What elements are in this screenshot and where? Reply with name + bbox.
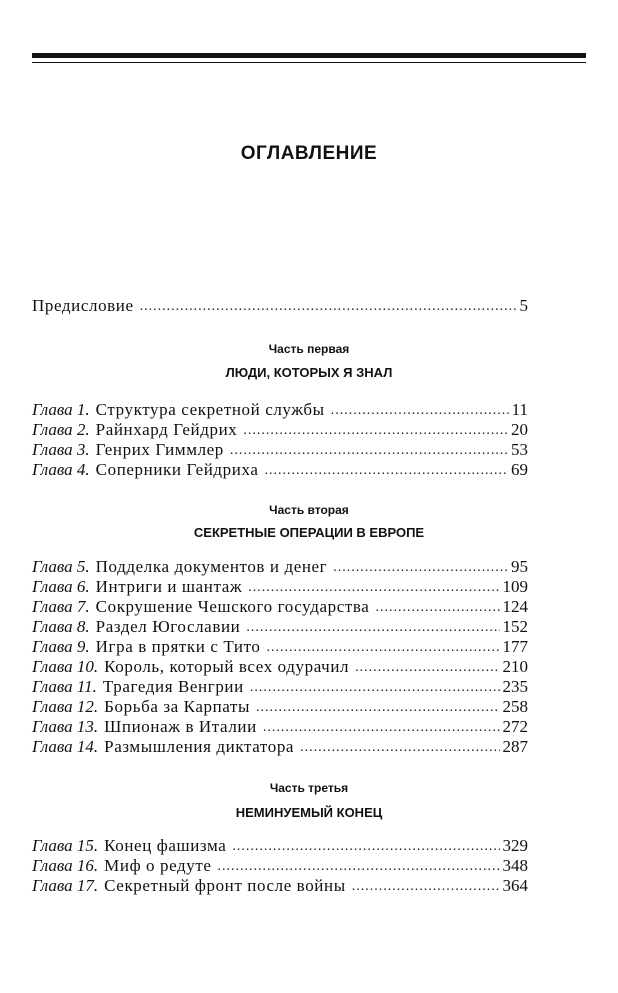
page-number: 152	[502, 617, 528, 636]
toc-entry-chapter	[32, 617, 528, 637]
page-number: 235	[502, 677, 528, 696]
chapter-label: Глава 3.	[32, 440, 90, 459]
dot-leader	[267, 638, 500, 658]
entry-title: Предисловие	[32, 296, 134, 315]
dot-leader	[333, 558, 508, 578]
toc-entry-chapter	[32, 637, 528, 657]
page-number: 287	[502, 737, 528, 756]
chapter-label: Глава 5.	[32, 557, 90, 576]
dot-leader	[243, 421, 508, 441]
page-number: 124	[502, 597, 528, 616]
header-rule-thick	[32, 53, 586, 58]
page-title: ОГЛАВЛЕНИЕ	[240, 143, 378, 164]
chapter-title: Секретный фронт после войны	[104, 876, 346, 895]
page-number: 109	[502, 577, 528, 596]
page-number: 95	[511, 557, 528, 576]
part-label: Часть первая	[268, 342, 350, 356]
part-title: ЛЮДИ, КОТОРЫХ Я ЗНАЛ	[225, 365, 393, 380]
dot-leader	[232, 837, 499, 857]
part-title: НЕМИНУЕМЫЙ КОНЕЦ	[235, 805, 383, 820]
page-number: 20	[511, 420, 528, 439]
chapter-title: Трагедия Венгрии	[102, 677, 244, 696]
toc-entry-chapter	[32, 697, 528, 717]
page-number: 258	[502, 697, 528, 716]
toc-entry-chapter	[32, 737, 528, 757]
page-number: 53	[511, 440, 528, 459]
dot-leader	[246, 618, 499, 638]
chapter-label: Глава 7.	[32, 597, 90, 616]
part-title: СЕКРЕТНЫЕ ОПЕРАЦИИ В ЕВРОПЕ	[193, 525, 425, 540]
toc-entry-chapter	[32, 557, 528, 577]
chapter-title: Райнхард Гейдрих	[95, 420, 238, 439]
dot-leader	[331, 401, 509, 421]
chapter-title: Шпионаж в Италии	[104, 717, 257, 736]
chapter-label: Глава 1.	[32, 400, 90, 419]
chapter-title: Интриги и шантаж	[95, 577, 243, 596]
page-number: 329	[502, 836, 528, 855]
chapter-title: Соперники Гейдриха	[95, 460, 259, 479]
dot-leader	[248, 578, 499, 598]
page-number: 5	[519, 296, 528, 315]
toc-entry-chapter	[32, 460, 528, 480]
chapter-label: Глава 4.	[32, 460, 90, 479]
page-number: 69	[511, 460, 528, 479]
chapter-title: Миф о редуте	[104, 856, 212, 875]
toc-entry-preface	[32, 296, 528, 316]
chapter-title: Раздел Югославии	[95, 617, 241, 636]
dot-leader	[352, 877, 500, 897]
chapter-label: Глава 16.	[32, 856, 99, 875]
header-rule-thin	[32, 62, 586, 63]
chapter-title: Борьба за Карпаты	[104, 697, 251, 716]
chapter-label: Глава 9.	[32, 637, 90, 656]
chapter-label: Глава 13.	[32, 717, 99, 736]
chapter-label: Глава 17.	[32, 876, 99, 895]
toc-entry-chapter	[32, 400, 528, 420]
dot-leader	[300, 738, 499, 758]
page-number: 272	[502, 717, 528, 736]
chapter-title: Подделка документов и денег	[95, 557, 328, 576]
chapter-title: Размышления диктатора	[104, 737, 295, 756]
chapter-title: Игра в прятки с Тито	[95, 637, 261, 656]
toc-entry-chapter	[32, 577, 528, 597]
page-number: 364	[502, 876, 528, 895]
part-label: Часть вторая	[269, 503, 349, 517]
chapter-title: Конец фашизма	[104, 836, 227, 855]
page-number: 11	[511, 400, 528, 419]
chapter-label: Глава 14.	[32, 737, 99, 756]
page-number: 348	[502, 856, 528, 875]
chapter-label: Глава 12.	[32, 697, 99, 716]
toc-entry-chapter	[32, 836, 528, 856]
dot-leader	[250, 678, 500, 698]
dot-leader	[218, 857, 500, 877]
chapter-title: Король, который всех одурачил	[104, 657, 350, 676]
toc-entry-chapter	[32, 597, 528, 617]
toc-entry-chapter	[32, 856, 528, 876]
chapter-label: Глава 2.	[32, 420, 90, 439]
chapter-title: Структура секретной службы	[95, 400, 325, 419]
toc-entry-chapter	[32, 420, 528, 440]
dot-leader	[140, 297, 517, 317]
dot-leader	[230, 441, 508, 461]
toc-entry-chapter	[32, 717, 528, 737]
chapter-title: Сокрушение Чешского государства	[95, 597, 370, 616]
chapter-label: Глава 15.	[32, 836, 99, 855]
chapter-label: Глава 11.	[32, 677, 97, 696]
toc-entry-chapter	[32, 440, 528, 460]
dot-leader	[355, 658, 499, 678]
chapter-label: Глава 6.	[32, 577, 90, 596]
toc-entry-chapter	[32, 677, 528, 697]
toc-entry-chapter	[32, 657, 528, 677]
chapter-title: Генрих Гиммлер	[95, 440, 224, 459]
dot-leader	[375, 598, 499, 618]
page-number: 177	[502, 637, 528, 656]
toc-entry-chapter	[32, 876, 528, 896]
page-number: 210	[502, 657, 528, 676]
dot-leader	[265, 461, 509, 481]
chapter-label: Глава 8.	[32, 617, 90, 636]
dot-leader	[256, 698, 499, 718]
dot-leader	[263, 718, 500, 738]
chapter-label: Глава 10.	[32, 657, 99, 676]
part-label: Часть третья	[269, 781, 349, 795]
